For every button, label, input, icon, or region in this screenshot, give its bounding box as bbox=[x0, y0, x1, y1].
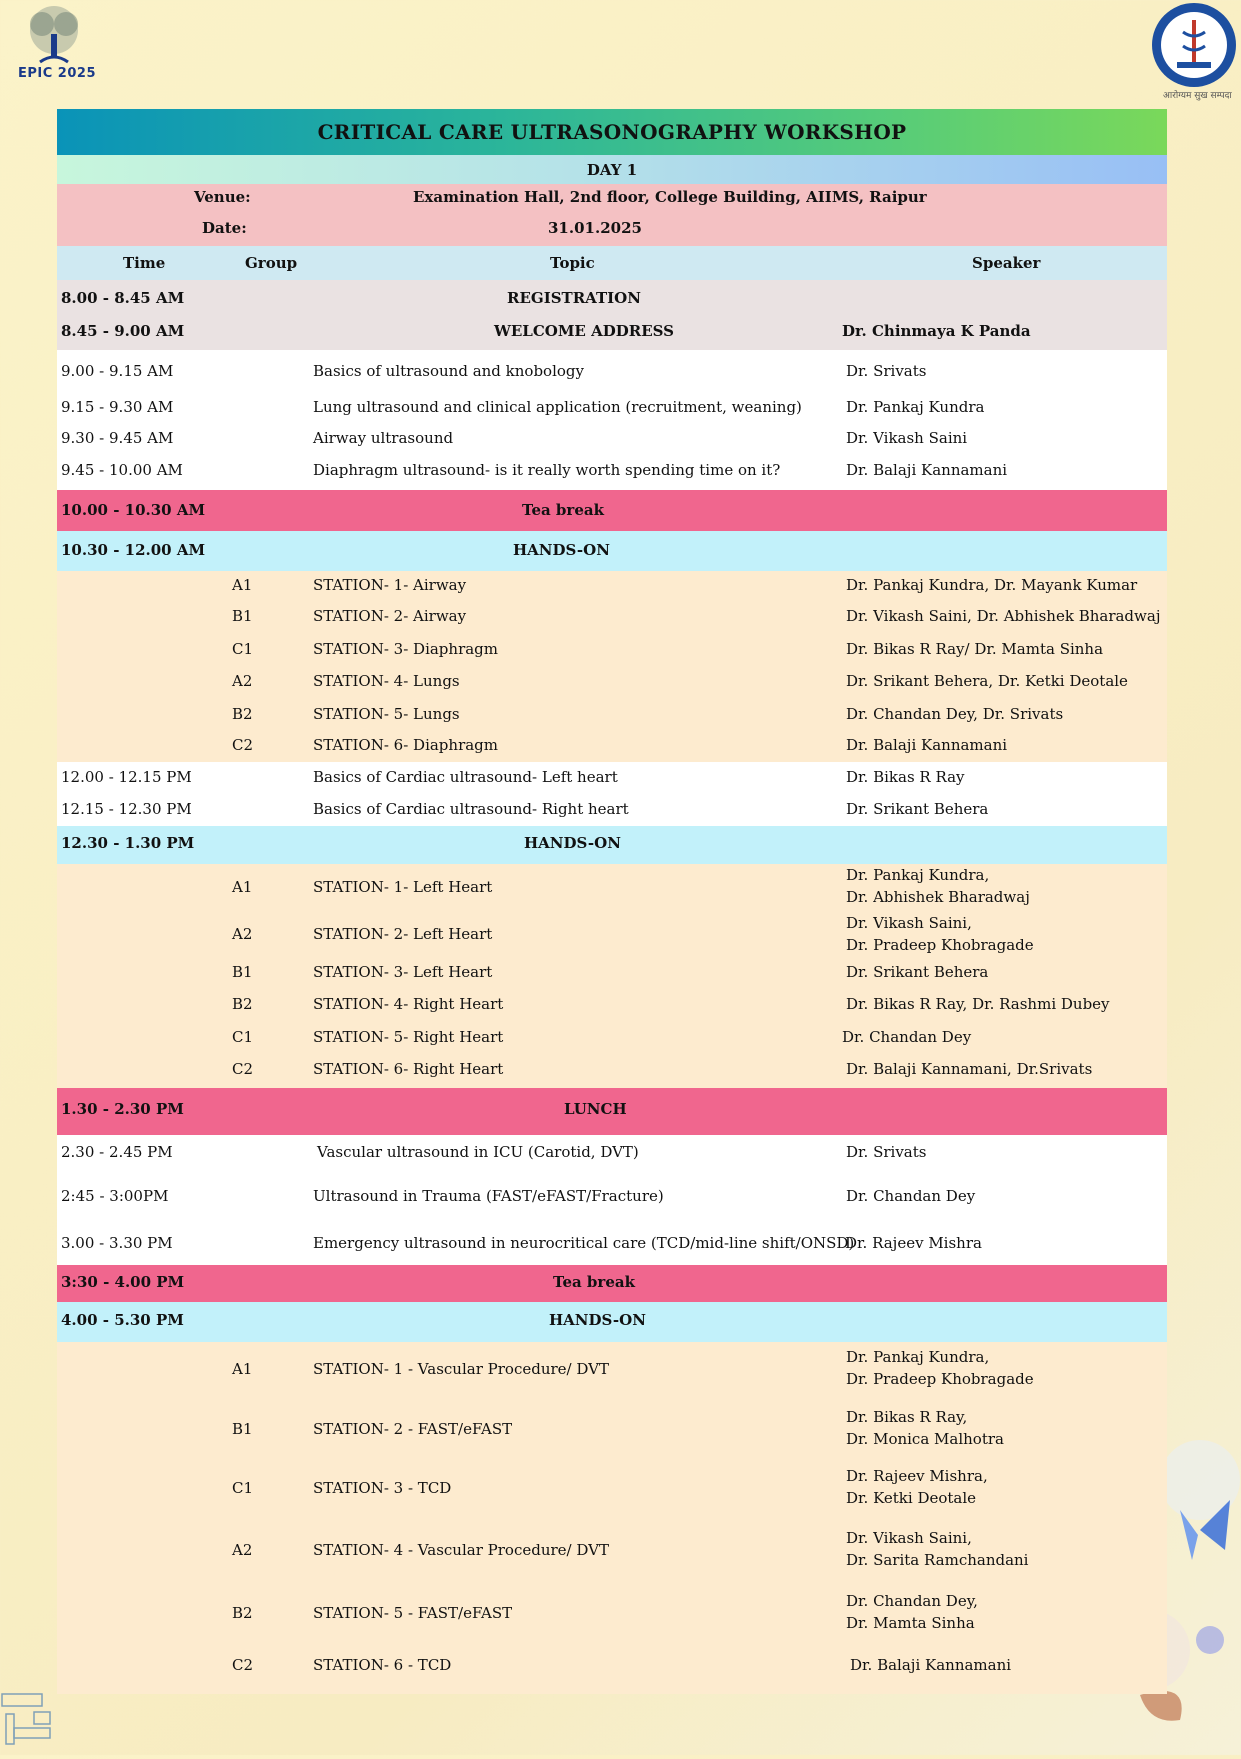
row-time: 12.15 - 12.30 PM bbox=[61, 800, 192, 818]
table-row bbox=[57, 1583, 1167, 1645]
row-speaker: Dr. Srikant Behera bbox=[846, 963, 989, 981]
row-speaker-second: Dr. Mamta Sinha bbox=[846, 1614, 975, 1632]
table-row bbox=[57, 602, 1167, 634]
table-row bbox=[57, 1054, 1167, 1088]
row-speaker: Dr. Srikant Behera bbox=[846, 800, 989, 818]
table-row bbox=[57, 666, 1167, 699]
table-row bbox=[57, 1224, 1167, 1265]
table-row bbox=[57, 1402, 1167, 1461]
row-group: B1 bbox=[232, 607, 253, 625]
row-speaker: Dr. Rajeev Mishra, bbox=[846, 1467, 988, 1485]
header-group: Group bbox=[245, 254, 298, 272]
row-topic: Tea break bbox=[553, 1273, 635, 1291]
row-speaker-second: Dr. Abhishek Bharadwaj bbox=[846, 888, 1030, 906]
row-group: A2 bbox=[232, 925, 253, 943]
row-topic: HANDS-ON bbox=[524, 834, 621, 852]
row-speaker-second: Dr. Monica Malhotra bbox=[846, 1430, 1004, 1448]
row-speaker: Dr. Chandan Dey bbox=[846, 1187, 976, 1205]
row-time: 9.30 - 9.45 AM bbox=[61, 429, 174, 447]
row-speaker: Dr. Vikash Saini, Dr. Abhishek Bharadwaj bbox=[846, 607, 1161, 625]
row-speaker: Dr. Chandan Dey, Dr. Srivats bbox=[846, 705, 1064, 723]
header-speaker: Speaker bbox=[972, 254, 1041, 272]
row-speaker: Dr. Chandan Dey, bbox=[846, 1592, 978, 1610]
row-topic: STATION- 5- Right Heart bbox=[313, 1028, 504, 1046]
table-row bbox=[57, 390, 1167, 423]
row-speaker-second: Dr. Pradeep Khobragade bbox=[846, 936, 1034, 954]
table-row bbox=[57, 1645, 1167, 1694]
row-topic: Emergency ultrasound in neurocritical care (TCD/mid-line shift/ONSD) bbox=[313, 1234, 855, 1252]
row-topic: STATION- 1- Left Heart bbox=[313, 878, 493, 896]
row-group: B1 bbox=[232, 963, 253, 981]
table-row bbox=[57, 989, 1167, 1021]
row-speaker: Dr. Rajeev Mishra bbox=[845, 1234, 982, 1252]
lunch-row bbox=[57, 1088, 1167, 1135]
row-time: 2:45 - 3:00PM bbox=[61, 1187, 169, 1205]
row-speaker: Dr. Chinmaya K Panda bbox=[842, 322, 1031, 340]
row-time: 3.00 - 3.30 PM bbox=[61, 1234, 173, 1252]
row-topic: STATION- 6- Diaphragm bbox=[313, 736, 499, 754]
venue-label: Venue: bbox=[194, 188, 251, 206]
row-topic: STATION- 1- Airway bbox=[313, 576, 467, 594]
row-topic: STATION- 6 - TCD bbox=[313, 1656, 452, 1674]
row-topic: Basics of Cardiac ultrasound- Right heart bbox=[313, 800, 629, 818]
row-speaker: Dr. Bikas R Ray, Dr. Rashmi Dubey bbox=[846, 995, 1110, 1013]
table-row bbox=[57, 1021, 1167, 1054]
venue-date-block bbox=[57, 184, 1167, 246]
row-topic: WELCOME ADDRESS bbox=[494, 322, 674, 340]
row-group: C1 bbox=[232, 1028, 254, 1046]
row-time: 8.00 - 8.45 AM bbox=[61, 289, 185, 307]
row-speaker: Dr. Vikash Saini, bbox=[846, 1529, 972, 1547]
date-value: 31.01.2025 bbox=[548, 219, 642, 237]
row-topic: STATION- 3 - TCD bbox=[313, 1479, 452, 1497]
table-row bbox=[57, 762, 1167, 794]
row-speaker: Dr. Vikash Saini bbox=[846, 429, 968, 447]
row-speaker: Dr. Bikas R Ray/ Dr. Mamta Sinha bbox=[846, 640, 1104, 658]
tea-break-row bbox=[57, 1265, 1167, 1302]
row-group: C2 bbox=[232, 1060, 254, 1078]
row-group: A2 bbox=[232, 672, 253, 690]
row-time: 8.45 - 9.00 AM bbox=[61, 322, 185, 340]
row-topic: STATION- 1 - Vascular Procedure/ DVT bbox=[313, 1360, 609, 1378]
row-speaker-second: Dr. Sarita Ramchandani bbox=[846, 1551, 1029, 1569]
row-topic: STATION- 4- Right Heart bbox=[313, 995, 504, 1013]
row-time: 10.00 - 10.30 AM bbox=[61, 501, 206, 519]
row-speaker: Dr. Srivats bbox=[846, 362, 927, 380]
table-row bbox=[57, 1342, 1167, 1402]
header-topic: Topic bbox=[550, 254, 595, 272]
row-speaker: Dr. Balaji Kannamani bbox=[846, 461, 1008, 479]
row-speaker: Dr. Bikas R Ray bbox=[846, 768, 965, 786]
row-topic: STATION- 4- Lungs bbox=[313, 672, 460, 690]
table-row bbox=[57, 699, 1167, 730]
row-group: A1 bbox=[232, 576, 253, 594]
table-row bbox=[57, 1176, 1167, 1224]
day-label: DAY 1 bbox=[57, 155, 1167, 184]
row-topic: HANDS-ON bbox=[513, 541, 610, 559]
row-speaker: Dr. Balaji Kannamani, Dr.Srivats bbox=[846, 1060, 1093, 1078]
table-row bbox=[57, 794, 1167, 826]
row-speaker: Dr. Balaji Kannamani bbox=[850, 1656, 1012, 1674]
row-time: 10.30 - 12.00 AM bbox=[61, 541, 206, 559]
row-topic: HANDS-ON bbox=[549, 1311, 646, 1329]
row-topic: LUNCH bbox=[564, 1100, 627, 1118]
date-label: Date: bbox=[202, 219, 247, 237]
row-time: 9.00 - 9.15 AM bbox=[61, 362, 174, 380]
workshop-title: CRITICAL CARE ULTRASONOGRAPHY WORKSHOP bbox=[57, 109, 1167, 155]
table-row bbox=[57, 350, 1167, 390]
venue-value: Examination Hall, 2nd floor, College Building, AIIMS, Raipur bbox=[413, 188, 927, 206]
table-row bbox=[57, 571, 1167, 602]
row-topic: STATION- 2- Airway bbox=[313, 607, 467, 625]
aiims-motto: आरोग्यम सुख सम्पदा bbox=[1163, 91, 1232, 101]
row-speaker: Dr. Pankaj Kundra, bbox=[846, 866, 990, 884]
table-row bbox=[57, 634, 1167, 666]
row-time: 1.30 - 2.30 PM bbox=[61, 1100, 184, 1118]
row-topic: Ultrasound in Trauma (FAST/eFAST/Fracture) bbox=[313, 1187, 664, 1205]
hands-on-row bbox=[57, 1302, 1167, 1342]
row-group: B2 bbox=[232, 995, 253, 1013]
row-speaker: Dr. Srivats bbox=[846, 1143, 927, 1161]
row-time: 3:30 - 4.00 PM bbox=[61, 1273, 185, 1291]
row-speaker-second: Dr. Pradeep Khobragade bbox=[846, 1370, 1034, 1388]
row-group: C1 bbox=[232, 640, 254, 658]
row-time: 9.15 - 9.30 AM bbox=[61, 398, 174, 416]
row-topic: STATION- 5- Lungs bbox=[313, 705, 460, 723]
row-topic: Tea break bbox=[522, 501, 604, 519]
table-row bbox=[57, 315, 1167, 350]
row-topic: Vascular ultrasound in ICU (Carotid, DVT) bbox=[317, 1143, 639, 1161]
row-speaker: Dr. Chandan Dey bbox=[842, 1028, 972, 1046]
row-group: B1 bbox=[232, 1420, 253, 1438]
row-time: 4.00 - 5.30 PM bbox=[61, 1311, 184, 1329]
table-row bbox=[57, 1135, 1167, 1176]
row-group: B2 bbox=[232, 705, 253, 723]
row-speaker: Dr. Bikas R Ray, bbox=[846, 1408, 968, 1426]
epic-2025-logo bbox=[6, 4, 102, 90]
table-row bbox=[57, 1521, 1167, 1583]
row-group: A1 bbox=[232, 878, 253, 896]
table-row bbox=[57, 957, 1167, 989]
row-speaker: Dr. Srikant Behera, Dr. Ketki Deotale bbox=[846, 672, 1128, 690]
row-speaker: Dr. Pankaj Kundra, Dr. Mayank Kumar bbox=[846, 576, 1138, 594]
row-topic: STATION- 6- Right Heart bbox=[313, 1060, 504, 1078]
row-speaker-second: Dr. Ketki Deotale bbox=[846, 1489, 977, 1507]
row-group: C2 bbox=[232, 1656, 254, 1674]
row-group: A1 bbox=[232, 1360, 253, 1378]
table-row bbox=[57, 280, 1167, 315]
row-speaker: Dr. Vikash Saini, bbox=[846, 914, 972, 932]
row-topic: STATION- 4 - Vascular Procedure/ DVT bbox=[313, 1541, 609, 1559]
row-topic: STATION- 2 - FAST/eFAST bbox=[313, 1420, 513, 1438]
row-group: C1 bbox=[232, 1479, 254, 1497]
row-topic: Lung ultrasound and clinical application (recruitment, weaning) bbox=[313, 398, 802, 416]
row-topic: STATION- 3- Diaphragm bbox=[313, 640, 499, 658]
header-time: Time bbox=[123, 254, 166, 272]
column-header-row bbox=[57, 246, 1167, 280]
table-row bbox=[57, 864, 1167, 912]
row-group: A2 bbox=[232, 1541, 253, 1559]
row-time: 2.30 - 2.45 PM bbox=[61, 1143, 173, 1161]
table-row bbox=[57, 455, 1167, 490]
epic-logo-text: EPIC 2025 bbox=[18, 66, 96, 81]
row-topic: STATION- 3- Left Heart bbox=[313, 963, 493, 981]
row-topic: REGISTRATION bbox=[507, 289, 641, 307]
row-topic: Basics of Cardiac ultrasound- Left heart bbox=[313, 768, 618, 786]
row-topic: STATION- 5 - FAST/eFAST bbox=[313, 1604, 513, 1622]
table-row bbox=[57, 1461, 1167, 1521]
aiims-logo bbox=[1149, 2, 1239, 102]
schedule-sheet bbox=[57, 109, 1167, 1694]
row-group: B2 bbox=[232, 1604, 253, 1622]
table-row bbox=[57, 730, 1167, 762]
row-speaker: Dr. Pankaj Kundra, bbox=[846, 1348, 990, 1366]
table-row bbox=[57, 912, 1167, 957]
row-time: 9.45 - 10.00 AM bbox=[61, 461, 183, 479]
row-topic: Diaphragm ultrasound- is it really worth spending time on it? bbox=[313, 461, 781, 479]
row-speaker: Dr. Pankaj Kundra bbox=[846, 398, 985, 416]
row-group: C2 bbox=[232, 736, 254, 754]
row-topic: Basics of ultrasound and knobology bbox=[313, 362, 584, 380]
hands-on-row bbox=[57, 826, 1167, 864]
icu-bed-icon bbox=[0, 1692, 56, 1755]
row-speaker: Dr. Balaji Kannamani bbox=[846, 736, 1008, 754]
row-topic: Airway ultrasound bbox=[313, 429, 454, 447]
hands-on-row bbox=[57, 531, 1167, 571]
row-time: 12.30 - 1.30 PM bbox=[61, 834, 195, 852]
table-row bbox=[57, 423, 1167, 455]
row-topic: STATION- 2- Left Heart bbox=[313, 925, 493, 943]
row-time: 12.00 - 12.15 PM bbox=[61, 768, 192, 786]
tea-break-row bbox=[57, 490, 1167, 531]
